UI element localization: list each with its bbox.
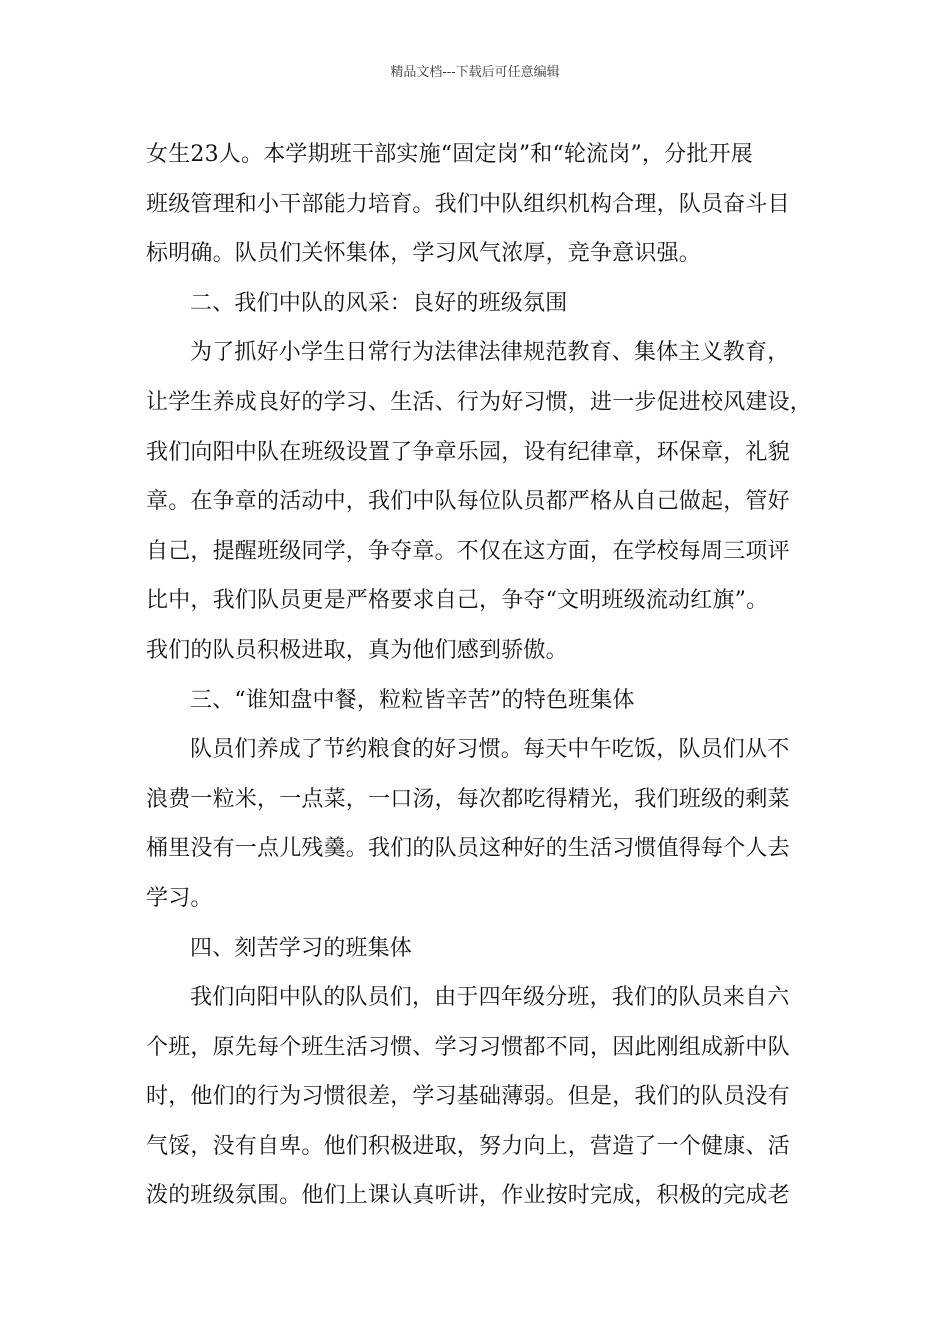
- paragraph-start: 队员们养成了节约粮食的好习惯。每天中午吃饭，队员们从不: [190, 737, 790, 763]
- text-line: 学习。: [146, 885, 213, 911]
- text-line: 我们向阳中队在班级设置了争章乐园，设有纪律章，环保章，礼貌: [146, 439, 790, 465]
- text-line: 泼的班级氛围。他们上课认真听讲，作业按时完成，积极的完成老: [146, 1183, 790, 1209]
- text-line: 个班，原先每个班生活习惯、学习习惯都不同，因此刚组成新中队: [146, 1034, 790, 1060]
- document-body: [146, 130, 826, 1221]
- text-line: 自己，提醒班级同学，争夺章。不仅在这方面，在学校每周三项评: [146, 538, 790, 564]
- text-line: 班级管理和小干部能力培育。我们中队组织机构合理，队员奋斗目: [146, 191, 790, 217]
- text-line: 女生23人。本学期班干部实施“固定岗”和“轮流岗”，分批开展: [146, 142, 753, 167]
- text-line: 桶里没有一点儿残羹。我们的队员这种好的生活习惯值得每个人去: [146, 836, 790, 862]
- text-line: 时，他们的行为习惯很差，学习基础薄弱。但是，我们的队员没有: [146, 1084, 790, 1110]
- text-line: 让学生养成良好的学习、生活、行为好习惯，进一步促进校风建设，: [146, 389, 813, 415]
- paragraph-start: 我们向阳中队的队员们，由于四年级分班，我们的队员来自六: [190, 985, 790, 1011]
- text-line: 浪费一粒米，一点菜，一口汤，每次都吃得精光，我们班级的剩菜: [146, 786, 790, 812]
- paragraph-start: 为了抓好小学生日常行为法律法律规范教育、集体主义教育，: [190, 340, 790, 366]
- section-heading-3: 三、“谁知盘中餐，粒粒皆辛苦”的特色班集体: [190, 687, 635, 713]
- text-line: 比中，我们队员更是严格要求自己，争夺“文明班级流动红旗”。: [146, 588, 769, 614]
- text-line: 气馁，没有自卑。他们积极进取，努力向上，营造了一个健康、活: [146, 1133, 790, 1159]
- section-heading-2: 二、我们中队的风采：良好的班级氛围: [190, 290, 568, 316]
- text-line: 标明确。队员们关怀集体，学习风气浓厚，竞争意识强。: [146, 241, 702, 267]
- page-header: 精品文档---下载后可任意编辑: [390, 65, 560, 80]
- text-line: 我们的队员积极进取，真为他们感到骄傲。: [146, 637, 568, 663]
- text-line: 章。在争章的活动中，我们中队每位队员都严格从自己做起，管好: [146, 489, 790, 515]
- section-heading-4: 四、刻苦学习的班集体: [190, 935, 413, 961]
